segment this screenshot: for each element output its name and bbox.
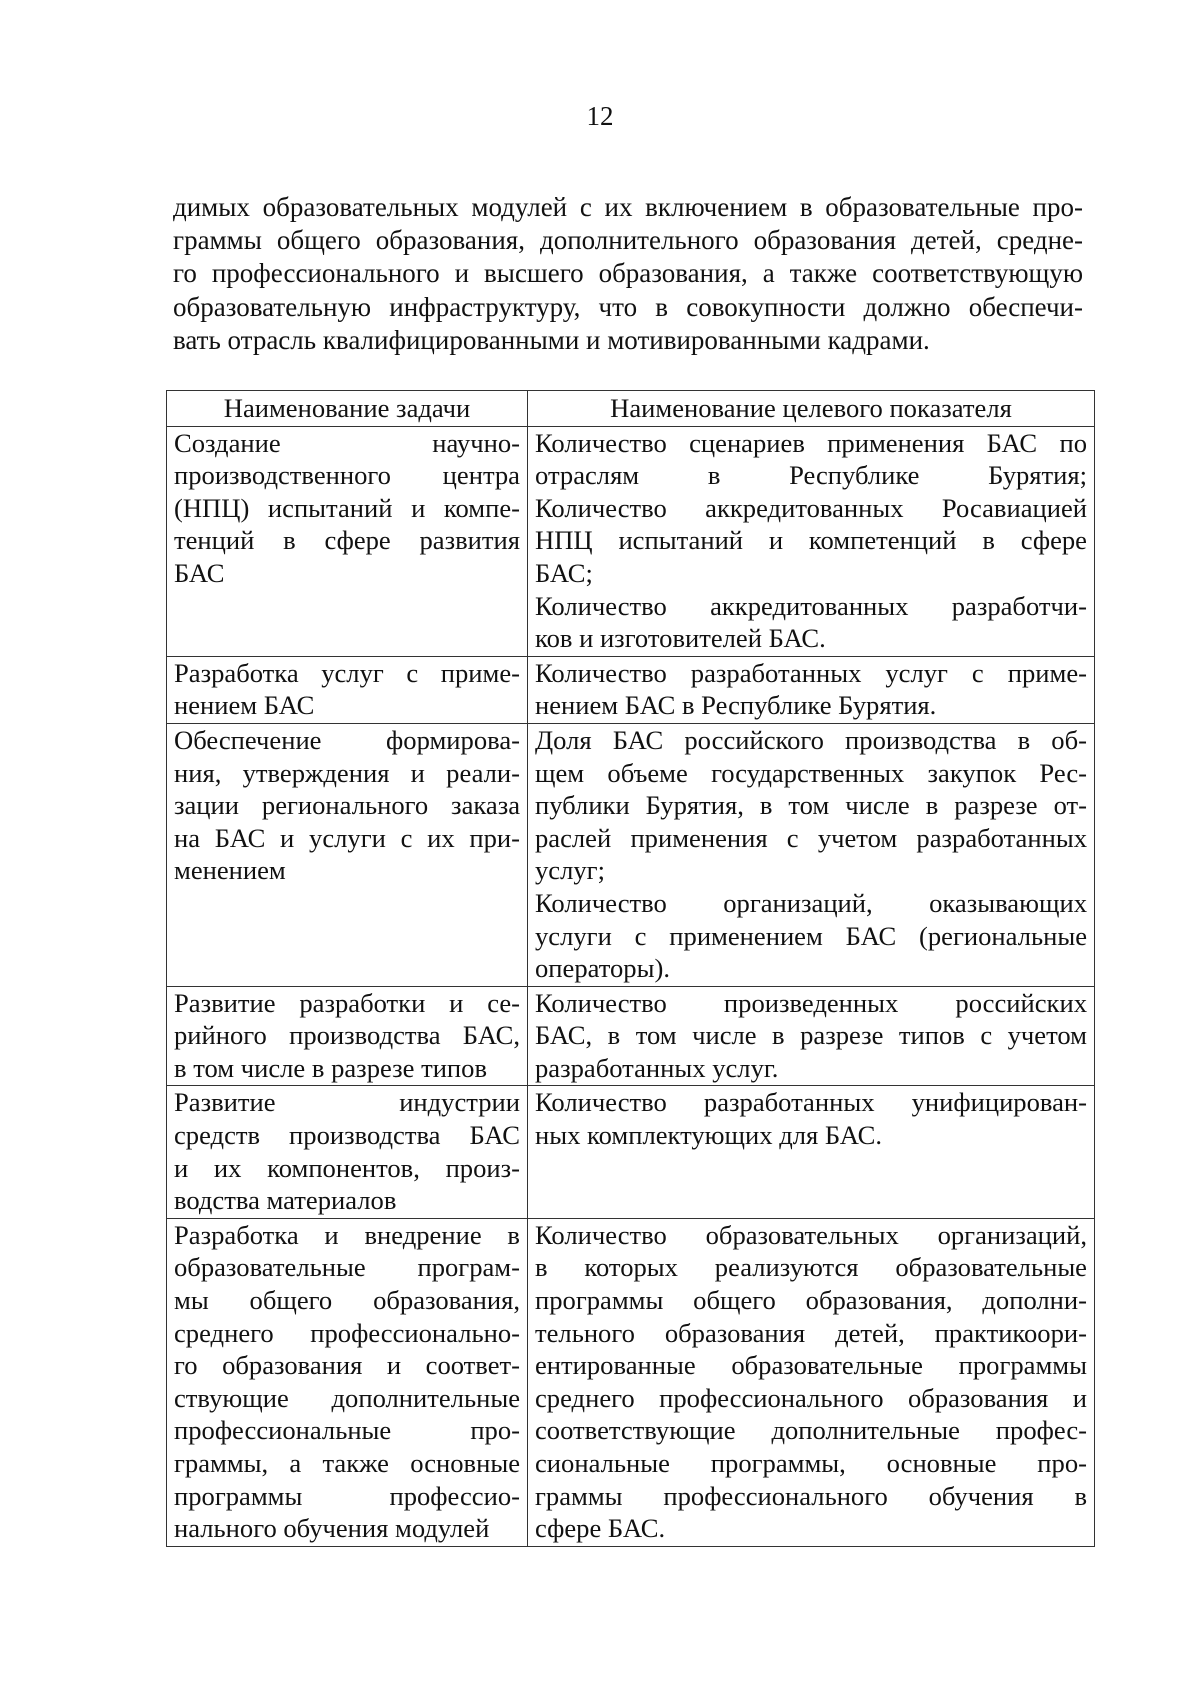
cell-line: в том числе в разрезе типов xyxy=(174,1052,488,1083)
cell-line: Обеспечение формирова- xyxy=(174,724,520,755)
cell-line: программы профессио- xyxy=(174,1480,520,1511)
cell-line: средств производства БАС xyxy=(174,1120,520,1151)
cell-line: ствующие дополнительные xyxy=(174,1382,520,1413)
task-cell xyxy=(167,1086,528,1218)
task-cell xyxy=(167,1218,528,1546)
cell-line: раслей применения с учетом разработанных xyxy=(535,822,1087,853)
cell-line: Разработка услуг с приме- xyxy=(174,657,520,688)
cell-line: нением БАС в Республике Бурятия. xyxy=(535,690,937,721)
indicator-cell xyxy=(528,1086,1095,1218)
indicator-cell xyxy=(528,1218,1095,1546)
indicator-cell xyxy=(528,986,1095,1086)
cell-line: Количество произведенных российских xyxy=(535,987,1087,1018)
cell-line: менением xyxy=(174,855,286,886)
task-cell xyxy=(167,426,528,656)
cell-line: ков и изготовителей БАС. xyxy=(535,623,826,654)
indicator-cell xyxy=(528,426,1095,656)
cell-line: отраслям в Республике Бурятия; xyxy=(535,460,1087,491)
cell-line: услуг; xyxy=(535,855,605,886)
cell-line: Количество организаций, оказывающих xyxy=(535,887,1087,918)
cell-line: профессиональные про- xyxy=(174,1415,520,1446)
cell-line: ентированные образовательные программы xyxy=(535,1350,1087,1381)
cell-line: зации регионального заказа xyxy=(174,790,520,821)
cell-line: образовательные програм- xyxy=(174,1252,520,1283)
indicator-cell xyxy=(528,723,1095,986)
intro-line: го профессионального и высшего образования, а также соответствующую xyxy=(173,258,1083,289)
table-row xyxy=(167,426,1095,656)
cell-line: среднего профессионально- xyxy=(174,1317,520,1348)
table-row xyxy=(167,1218,1095,1546)
cell-line: разработанных услуг. xyxy=(535,1052,779,1083)
task-cell xyxy=(167,723,528,986)
cell-line: среднего профессионального образования и xyxy=(535,1382,1087,1413)
intro-line: образовательную инфраструктуру, что в совокупности должно обеспечи- xyxy=(173,291,1083,322)
tasks-indicators-table xyxy=(166,390,1095,1547)
header-indicator-name: Наименование целевого показателя xyxy=(528,391,1095,427)
cell-line: Количество аккредитованных Росавиацией xyxy=(535,492,1087,523)
cell-line: нального обучения модулей xyxy=(174,1513,490,1544)
cell-line: в которых реализуются образовательные xyxy=(535,1252,1087,1283)
cell-line: мы общего образования, xyxy=(174,1285,520,1316)
page-number: 12 xyxy=(586,101,614,131)
cell-line: (НПЦ) испытаний и компе- xyxy=(174,492,520,523)
indicator-cell xyxy=(528,656,1095,723)
cell-line: Развитие разработки и се- xyxy=(174,987,520,1018)
table-row xyxy=(167,723,1095,986)
cell-line: услуги с применением БАС (региональные xyxy=(535,920,1087,951)
table-body xyxy=(167,426,1095,1546)
cell-line: ных комплектующих для БАС. xyxy=(535,1120,883,1151)
cell-line: тенций в сфере развития xyxy=(174,525,520,556)
cell-line: и их компонентов, произ- xyxy=(174,1152,520,1183)
cell-line: производственного центра xyxy=(174,460,520,491)
cell-line: публики Бурятия, в том числе в разрезе от- xyxy=(535,790,1087,821)
intro-line: граммы общего образования, дополнительного образования детей, средне- xyxy=(173,225,1083,256)
table-header-row xyxy=(167,391,1095,427)
cell-line: Развитие индустрии xyxy=(174,1087,520,1118)
cell-line: ния, утверждения и реали- xyxy=(174,757,520,788)
cell-line: БАС; xyxy=(535,557,593,588)
header-task-name: Наименование задачи xyxy=(167,391,528,427)
cell-line: Разработка и внедрение в xyxy=(174,1219,520,1250)
table-row xyxy=(167,1086,1095,1218)
task-cell xyxy=(167,656,528,723)
cell-line: го образования и соответ- xyxy=(174,1350,520,1381)
cell-line: сиональные программы, основные про- xyxy=(535,1448,1087,1478)
cell-line: тельного образования детей, практикоори- xyxy=(535,1317,1087,1348)
cell-line: БАС xyxy=(174,557,225,588)
cell-line: нением БАС xyxy=(174,690,315,721)
intro-line: димых образовательных модулей с их включением в образовательные про- xyxy=(173,192,1083,222)
cell-line: рийного производства БАС, xyxy=(174,1020,520,1051)
cell-line: Количество аккредитованных разработчи- xyxy=(535,590,1087,621)
cell-line: водства материалов xyxy=(174,1185,397,1216)
table-row xyxy=(167,656,1095,723)
cell-line: граммы профессионального обучения в xyxy=(535,1480,1087,1511)
cell-line: НПЦ испытаний и компетенций в сфере xyxy=(535,525,1087,556)
cell-line: щем объеме государственных закупок Рес- xyxy=(535,757,1087,788)
cell-line: сфере БАС. xyxy=(535,1513,666,1544)
table-row xyxy=(167,986,1095,1086)
cell-line: граммы, а также основные xyxy=(174,1448,520,1478)
cell-line: соответствующие дополнительные профес- xyxy=(535,1415,1087,1446)
cell-line: Количество сценариев применения БАС по xyxy=(535,427,1087,458)
intro-paragraph xyxy=(173,191,1083,357)
cell-line: операторы). xyxy=(535,953,670,984)
cell-line: на БАС и услуги с их при- xyxy=(174,822,520,853)
cell-line: БАС, в том числе в разрезе типов с учетом xyxy=(535,1020,1087,1051)
cell-line: Количество разработанных унифицирован- xyxy=(535,1087,1087,1118)
task-cell xyxy=(167,986,528,1086)
cell-line: программы общего образования, дополни- xyxy=(535,1285,1087,1316)
cell-line: Количество разработанных услуг с приме- xyxy=(535,657,1087,688)
intro-line: вать отрасль квалифицированными и мотивированными кадрами. xyxy=(173,324,930,355)
cell-line: Создание научно- xyxy=(174,427,520,458)
cell-line: Доля БАС российского производства в об- xyxy=(535,724,1087,755)
cell-line: Количество образовательных организаций, xyxy=(535,1219,1087,1250)
